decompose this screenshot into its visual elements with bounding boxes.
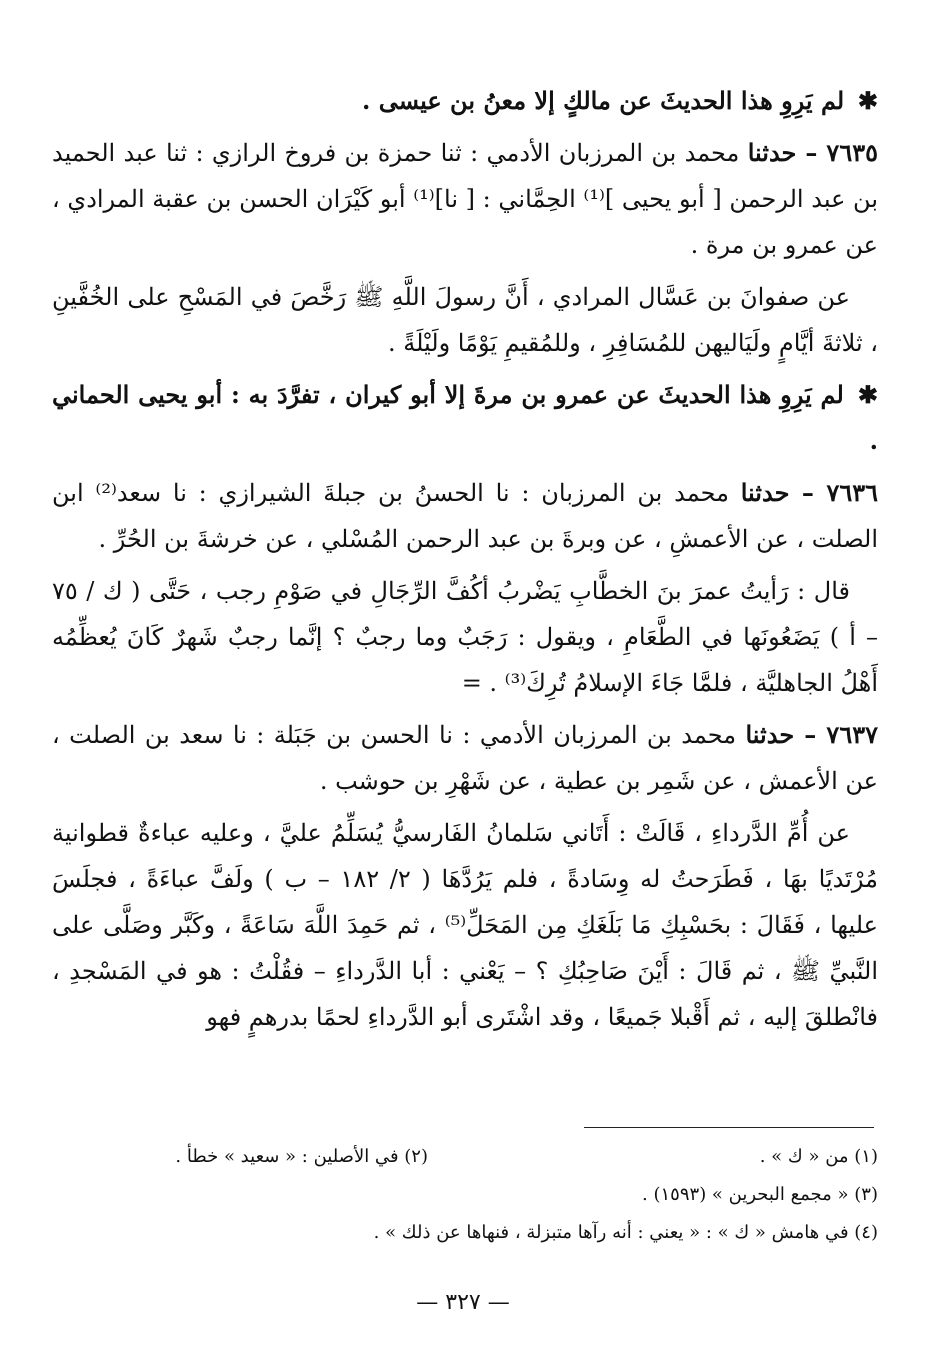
hadith-7636-matn <box>52 568 878 706</box>
hadith-isnad: محمد بن المرزبان : نا الحسنُ بن جبلةَ الشيرازي : نا سعد⁽²⁾ ابن الصلت ، عن الأعمشِ ، عن وبرةَ بن عبد الرحمن المُسْلي ، عن خرشةَ بن الحُرِّ . <box>52 479 878 553</box>
star-marker: ✱ <box>857 380 878 409</box>
footnote-row <box>52 1138 878 1176</box>
paragraph-note-1 <box>52 78 878 124</box>
footnote-divider <box>584 1127 874 1128</box>
footnote-3: (٣) « مجمع البحرين » (١٥٩٣) . <box>642 1184 878 1205</box>
hadith-number: ٧٦٣٥ – حدثنا <box>747 138 878 167</box>
footnote-row <box>52 1176 878 1214</box>
hadith-matn: عن صفوانَ بن عَسَّال المرادي ، أَنَّ رسولَ اللَّهِ ﷺ رَخَّصَ في المَسْحِ على الخُفَّينِ ، ثلاثةَ أيَّامٍ ولَيَاليهن للمُسَافِرِ ، وللمُقيمِ يَوْمًا ولَيْلَةً . <box>52 283 878 357</box>
hadith-7637-matn <box>52 810 878 1040</box>
note-text: لم يَرِوِ هذا الحديثَ عن مالكٍ إلا معنُ بن عيسى . <box>362 86 845 115</box>
hadith-number: ٧٦٣٧ – حدثنا <box>745 720 878 749</box>
hadith-matn: عن أُمِّ الدَّرداءِ ، قَالَتْ : أَتَاني سَلمانُ الفَارسيُّ يُسَلِّمُ عليَّ ، وعليه عباءةٌ قطوانية مُرْتَديًا بهَا ، فَطَرَحتُ له وِسَادةً ، فلم يَرُدَّهَا ( ٢/ ١٨٢ – ب ) ولَفَّ عباءَةً ، فجلَسَ عليها ، فَقَالَ : بحَسْبِكِ مَا بَلَغَكِ مِن المَحَلِّ⁽⁵⁾ ، ثم حَمِدَ اللَّهَ سَاعَةً ، وكَبَّر وصَلَّى على النَّبيِّ ﷺ ، ثم قَالَ : أَيْنَ صَاحِبُكِ ؟ – يَعْني : أبا الدَّرداءِ – فقُلْتُ : هو في المَسْجدِ ، فانْطلقَ إليه ، ثم أَقْبلا جَميعًا ، وقد اشْتَرى أبو الدَّرداءِ لحمًا بدرهمٍ فهو <box>52 819 879 1031</box>
hadith-number: ٧٦٣٦ – حدثنا <box>740 478 878 507</box>
hadith-matn: قال : رَأيتُ عمرَ بنَ الخطَّابِ يَضْربُ أكُفَّ الرِّجَالِ في صَوْمِ رجب ، حَتَّى ( ك / ٧٥ – أ ) يَضَعُونَها في الطَّعَامِ ، ويقول : رَجَبٌ وما رجبٌ ؟ إنَّما رجبٌ شَهرٌ كَانَ يُعظِّمُه أَهْلُ الجاهليَّة ، فلمَّا جَاءَ الإسلامُ تُرِكَ⁽³⁾ . = <box>52 577 878 697</box>
hadith-7637 <box>52 712 878 804</box>
star-marker: ✱ <box>857 86 878 115</box>
hadith-7635 <box>52 130 878 268</box>
hadith-isnad: محمد بن المرزبان الأدمي : ثنا حمزة بن فروخ الرازي : ثنا عبد الحميد بن عبد الرحمن [ أبو يحيى ]⁽¹⁾ الحِمَّاني : [ نا]⁽¹⁾ أبو كَيْرَان الحسن بن عقبة المرادي ، عن عمرو بن مرة . <box>52 139 879 259</box>
hadith-isnad: محمد بن المرزبان الأدمي : نا الحسن بن جَبَلة : نا سعد بن الصلت ، عن الأعمش ، عن شَمِر بن عطية ، عن شَهْرِ بن حوشب . <box>52 721 878 795</box>
footnote-4: (٤) في هامش « ك » : « يعني : أنه رآها متبزلة ، فنهاها عن ذلك » . <box>373 1222 878 1243</box>
footnotes <box>52 1138 878 1252</box>
hadith-7635-matn <box>52 274 878 366</box>
note-text: لم يَرِوِ هذا الحديثَ عن عمرو بن مرةَ إلا أبو كيران ، تفرَّدَ به : أبو يحيى الحماني . <box>52 380 878 455</box>
paragraph-note-2 <box>52 372 878 464</box>
page-number: — ٣٢٧ — <box>416 1290 510 1315</box>
footnote-row <box>52 1214 878 1252</box>
hadith-7636 <box>52 470 878 562</box>
footnote-2: (٢) في الأصلين : « سعيد » خطأ . <box>175 1146 428 1167</box>
footnote-1: (١) من « ك » . <box>759 1146 878 1167</box>
